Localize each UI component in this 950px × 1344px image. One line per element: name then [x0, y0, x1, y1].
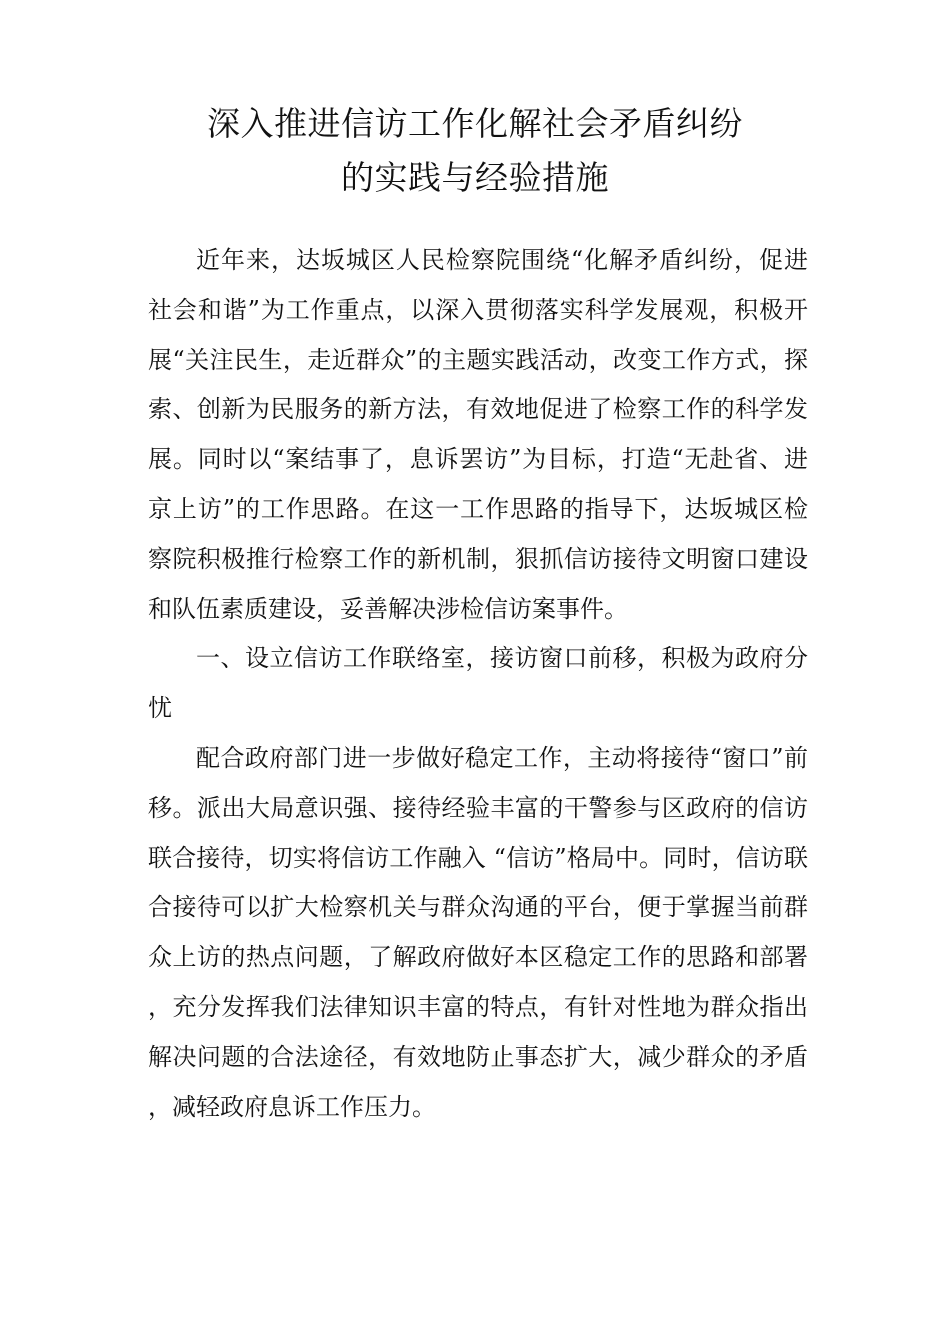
paragraph-section-1: 配合政府部门进一步做好稳定工作，主动将接待“窗口”前移。派出大局意识强、接待经验丰富的干警参与区政府的信访联合接待，切实将信访工作融入 “信访”格局中。同时，信访联合接待可以扩大检察机关与群众沟通的平台，便于掌握当前群众上访的热点问题，了解政府做好本区稳定工作的思路和部署，充分发挥我们法律知识丰富的特点，有针对性地为群众指出解决问题的合法途径，有效地防止事态扩大，减少群众的矛盾，减轻政府息诉工作压力。 — [148, 743, 808, 1121]
document-title-line-1: 深入推进信访工作化解社会矛盾纠纷 — [207, 104, 743, 143]
paragraph-intro: 近年来，达坂城区人民检察院围绕“化解矛盾纠纷，促进社会和谐”为工作重点，以深入贯彻落实科学发展观，积极开展“关注民生，走近群众”的主题实践活动，改变工作方式，探索、创新为民服务的新方法，有效地促进了检察工作的科学发展。同时以“案结事了，息诉罢访”为目标，打造“无赴省、进京上访”的工作思路。在这一工作思路的指导下，达坂城区检察院积极推行检察工作的新机制，狠抓信访接待文明窗口建设和队伍素质建设，妥善解决涉检信访案事件。 — [148, 246, 808, 623]
section-heading-1: 一、设立信访工作联络室，接访窗口前移，积极为政府分忧 — [148, 644, 808, 723]
document-body — [148, 236, 808, 1132]
document-title-line-2: 的实践与经验措施 — [341, 158, 609, 197]
